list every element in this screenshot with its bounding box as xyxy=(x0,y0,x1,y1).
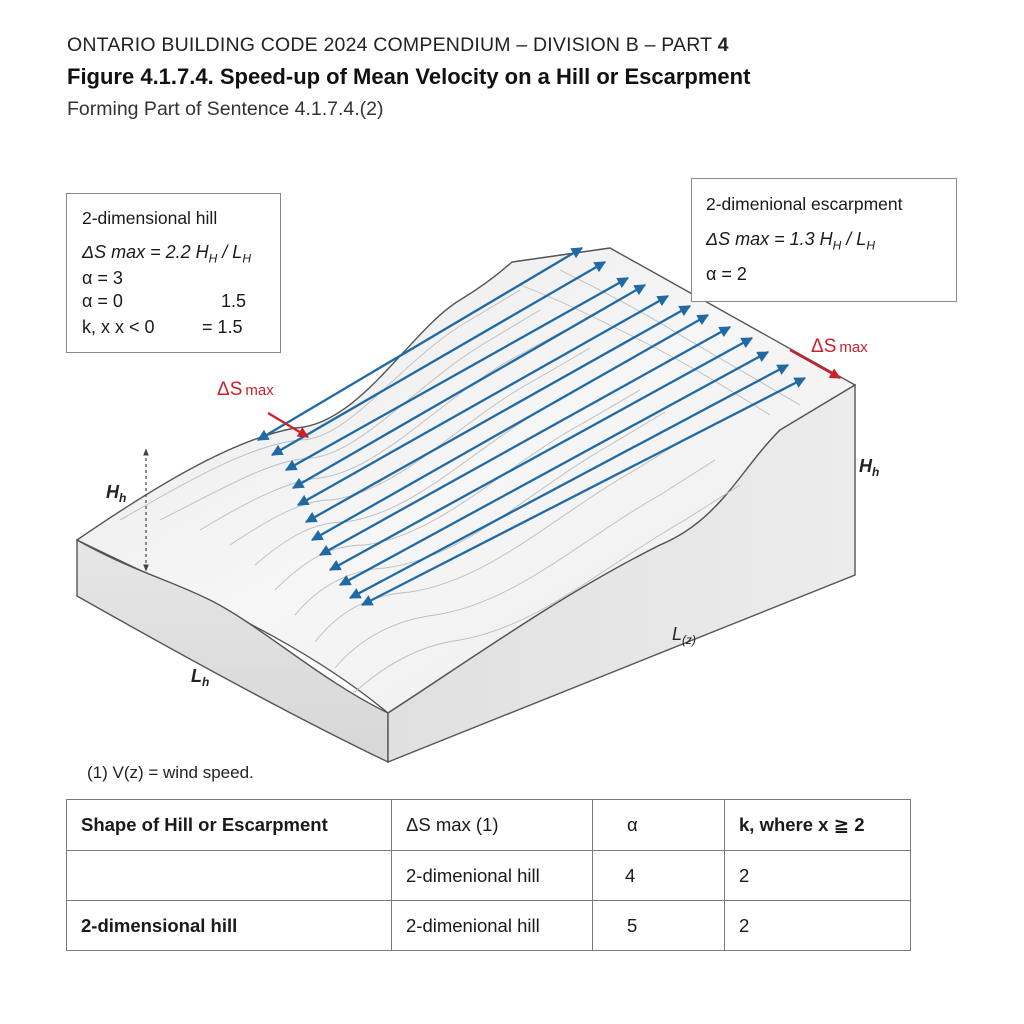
hill-alpha-zero: α = 0 xyxy=(82,291,123,311)
hill-k-line: k, x x < 0 xyxy=(82,317,155,337)
figure-title: Figure 4.1.7.4. Speed-up of Mean Velocity on a Hill or Escarpment xyxy=(67,64,751,89)
escarpment-legend-box xyxy=(691,178,957,302)
hill-ds-max-formula: ΔS max = 2.2 $H_H / L_H$ xyxy=(82,242,251,266)
table-cell: 2 xyxy=(725,901,911,951)
table-cell: 2-dimenional hill xyxy=(392,901,593,951)
hh-left-label: $H_h$ xyxy=(106,482,127,505)
hill-alpha-line: α = 3 xyxy=(82,268,123,288)
table-header-cell: k, where x ≧ 2 xyxy=(725,800,911,851)
table-cell: 4 xyxy=(593,851,725,901)
table-cell xyxy=(67,851,392,901)
table-header-cell: ΔS max (1) xyxy=(392,800,593,851)
hill-legend-box xyxy=(66,193,281,353)
figure-subtitle: Forming Part of Sentence 4.1.7.4.(2) xyxy=(67,98,384,120)
ds-max-left-label: ΔS max xyxy=(217,379,274,400)
table-cell: 5 xyxy=(593,901,725,951)
table-cell: 2-dimenional hill xyxy=(392,851,593,901)
lz-label: $L_{(z)}$ xyxy=(672,624,697,647)
table-header-cell: Shape of Hill or Escarpment xyxy=(67,800,392,851)
table-cell: 2-dimensional hill xyxy=(67,901,392,951)
table-cell: 2 xyxy=(725,851,911,901)
footnote: (1) V(z) = wind speed. xyxy=(87,763,254,782)
escarpment-alpha-line: α = 2 xyxy=(706,264,747,284)
table-row xyxy=(67,901,911,951)
escarpment-legend-title: 2-dimenional escarpment xyxy=(706,194,903,214)
code-header: ONTARIO BUILDING CODE 2024 COMPENDIUM – DIVISION B – PART 4 xyxy=(67,34,729,56)
table-header-row xyxy=(67,800,911,851)
hill-alpha-zero-value: 1.5 xyxy=(221,291,247,311)
hill-legend-title: 2-dimensional hill xyxy=(82,208,218,228)
table-header-cell: α xyxy=(593,800,725,851)
lh-label: $L_h$ xyxy=(191,666,210,689)
hh-right-label: $H_h$ xyxy=(859,456,880,479)
parameters-table xyxy=(66,799,911,951)
hill-k-value: = 1.5 xyxy=(202,317,243,337)
table-row xyxy=(67,851,911,901)
ds-max-right-label: ΔS max xyxy=(811,336,868,357)
escarpment-ds-max-formula: ΔS max = 1.3 $H_H / L_H$ xyxy=(706,229,875,253)
